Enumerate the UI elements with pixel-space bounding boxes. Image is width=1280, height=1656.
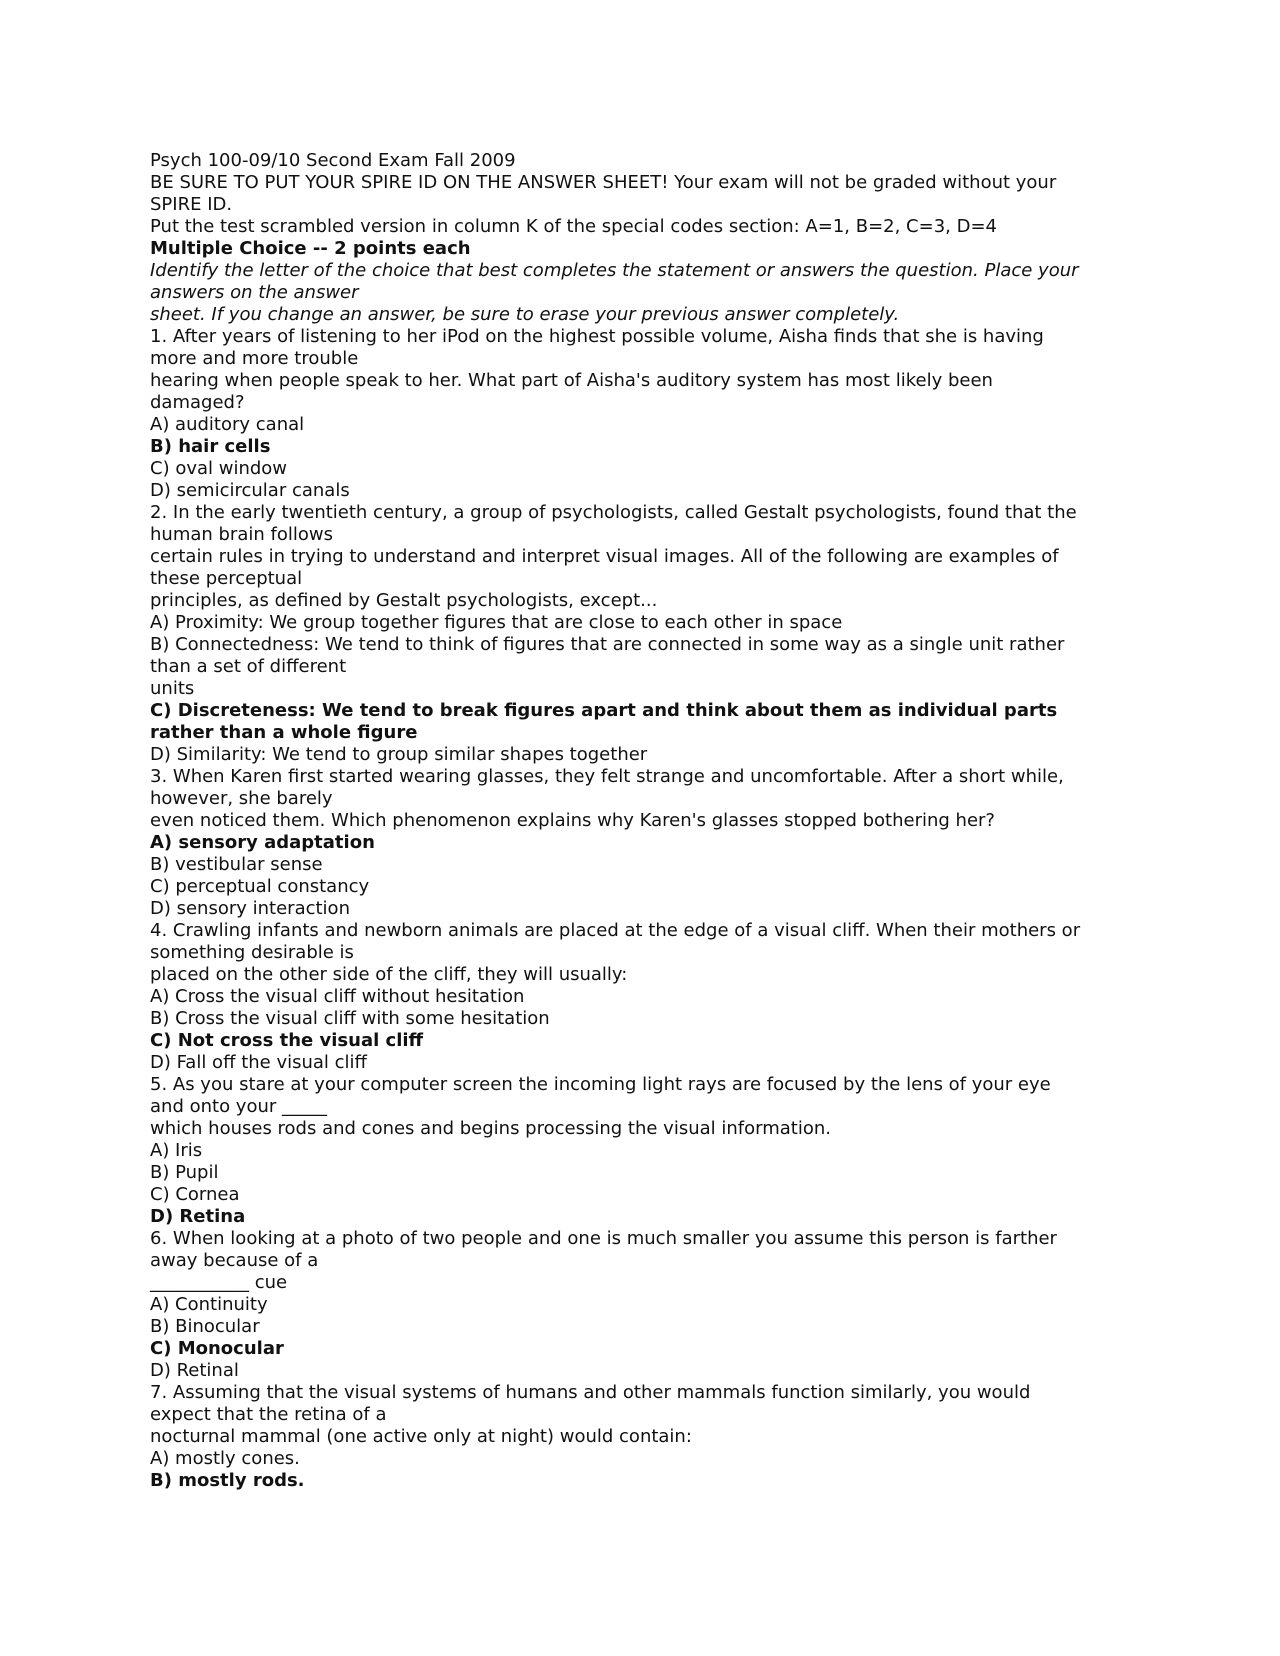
question-4-text: 4. Crawling infants and newborn animals are placed at the edge of a visual cliff. When their mothers or [150,920,1081,941]
question-4-option-a: A) Cross the visual cliff without hesitation [150,986,525,1007]
question-4-option-c-answer: C) Not cross the visual cliff [150,1030,424,1051]
question-5-option-b: B) Pupil [150,1162,219,1183]
question-5-text: which houses rods and cones and begins processing the visual information. [150,1118,831,1139]
question-4-text: placed on the other side of the cliff, they will usually: [150,964,628,985]
question-2-option-b: B) Connectedness: We tend to think of figures that are connected in some way as a single unit rather [150,634,1065,655]
question-1-text: damaged? [150,392,245,413]
question-6-option-d: D) Retinal [150,1360,239,1381]
question-2-option-a: A) Proximity: We group together figures that are close to each other in space [150,612,843,633]
question-6-text: ___________ cue [150,1272,288,1293]
question-4-option-b: B) Cross the visual cliff with some hesitation [150,1008,550,1029]
section-instructions-cont: sheet. If you change an answer, be sure to erase your previous answer completely. [150,304,900,325]
question-1-option-a: A) auditory canal [150,414,305,435]
question-7-text: nocturnal mammal (one active only at night) would contain: [150,1426,692,1447]
question-6-option-a: A) Continuity [150,1294,268,1315]
section-heading: Multiple Choice -- 2 points each [150,238,471,259]
question-4-text: something desirable is [150,942,354,963]
instruction-spire-id: BE SURE TO PUT YOUR SPIRE ID ON THE ANSWER SHEET! Your exam will not be graded without your [150,172,1057,193]
question-1-option-b-answer: B) hair cells [150,436,271,457]
question-3-option-b: B) vestibular sense [150,854,323,875]
section-instructions: Identify the letter of the choice that best completes the statement or answers the question. Place your [150,260,1079,281]
question-1-text: more and more trouble [150,348,359,369]
question-2-option-c-answer: C) Discreteness: We tend to break figures apart and think about them as individual parts [150,700,1058,721]
question-2-option-b: units [150,678,195,699]
question-1-text: hearing when people speak to her. What part of Aisha's auditory system has most likely been [150,370,993,391]
question-4-option-d: D) Fall off the visual cliff [150,1052,367,1073]
instruction-scramble-version: Put the test scrambled version in column K of the special codes section: A=1, B=2, C=3, D=4 [150,216,997,237]
question-2-text: certain rules in trying to understand and interpret visual images. All of the following are examples of [150,546,1059,567]
question-1-text: 1. After years of listening to her iPod on the highest possible volume, Aisha finds that she is having [150,326,1044,347]
question-5-option-a: A) Iris [150,1140,203,1161]
question-2-text: 2. In the early twentieth century, a group of psychologists, called Gestalt psychologists, found that the [150,502,1077,523]
question-2-text: these perceptual [150,568,303,589]
document-page [150,150,1140,1492]
question-5-option-d-answer: D) Retina [150,1206,246,1227]
question-2-option-d: D) Similarity: We tend to group similar shapes together [150,744,648,765]
question-2-option-b: than a set of different [150,656,347,677]
question-6-text: away because of a [150,1250,319,1271]
question-7-text: 7. Assuming that the visual systems of humans and other mammals function similarly, you would [150,1382,1031,1403]
section-instructions-cont: answers on the answer [150,282,359,303]
question-5-text: and onto your _____ [150,1096,327,1117]
question-6-option-b: B) Binocular [150,1316,260,1337]
question-3-text: 3. When Karen first started wearing glasses, they felt strange and uncomfortable. After a short while, [150,766,1064,787]
question-6-option-c-answer: C) Monocular [150,1338,284,1359]
question-5-option-c: C) Cornea [150,1184,240,1205]
question-3-text: however, she barely [150,788,333,809]
question-7-option-b-answer: B) mostly rods. [150,1470,305,1491]
question-2-option-c-answer: rather than a whole figure [150,722,418,743]
question-3-option-c: C) perceptual constancy [150,876,370,897]
question-1-option-d: D) semicircular canals [150,480,350,501]
question-5-text: 5. As you stare at your computer screen the incoming light rays are focused by the lens of your eye [150,1074,1051,1095]
instruction-spire-id-cont: SPIRE ID. [150,194,233,215]
question-3-option-d: D) sensory interaction [150,898,350,919]
question-7-text: expect that the retina of a [150,1404,387,1425]
question-2-text: human brain follows [150,524,333,545]
question-2-text: principles, as defined by Gestalt psychologists, except... [150,590,658,611]
question-3-option-a-answer: A) sensory adaptation [150,832,375,853]
question-6-text: 6. When looking at a photo of two people and one is much smaller you assume this person is farther [150,1228,1057,1249]
exam-title: Psych 100-09/10 Second Exam Fall 2009 [150,150,516,171]
question-7-option-a: A) mostly cones. [150,1448,300,1469]
question-1-option-c: C) oval window [150,458,288,479]
question-3-text: even noticed them. Which phenomenon explains why Karen's glasses stopped bothering her? [150,810,995,831]
